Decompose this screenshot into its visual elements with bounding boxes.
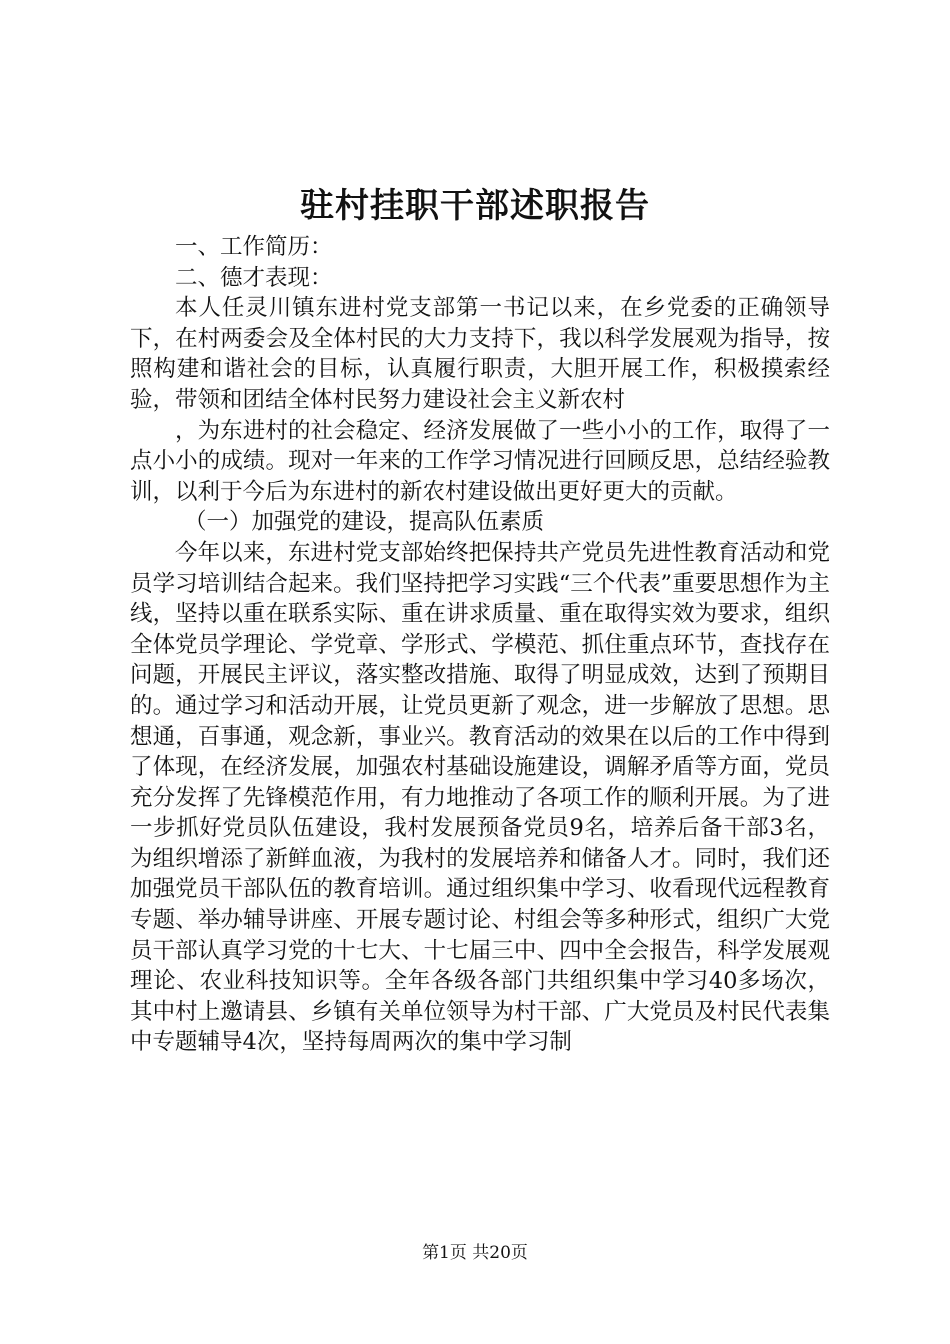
section-heading-work-history: 一、工作简历： [175, 234, 333, 260]
paragraph-party-building: 今年以来，东进村党支部始终把保持共产党员先进性教育活动和党员学习培训结合起来。我们坚持把学习实践“三个代表”重要思想作为主线，坚持以重在联系实际、重在讲求质量、重在取得实效为要求，组织全体党员学理论、学党章、学形式、学模范、抓住重点环节，查找存在问题，开展民主评议，落实整改措施、取得了明显成效，达到了预期目的。通过学习和活动开展，让党员更新了观念，进一步解放了思想。思想通，百事通，观念新，事业兴。教育活动的效果在以后的工作中得到了体现，在经济发展，加强农村基础设施建设，调解矛盾等方面，党员充分发挥了先锋模范作用，有力地推动了各项工作的顺利开展。为了进一步抓好党员队伍建设，我村发展预备党员9名，培养后备干部3名，为组织增添了新鲜血液，为我村的发展培养和储备人才。同时，我们还加强党员干部队伍的教育培训。通过组织集中学习、收看现代远程教育专题、举办辅导讲座、开展专题讨论、村组会等多种形式，组织广大党员干部认真学习党的十七大、十七届三中、四中全会报告，科学发展观理论、农业科技知识等。全年各级各部门共组织集中学习40多场次，其中村上邀请县、乡镇有关单位领导为村干部、广大党员及村民代表集中专题辅导4次，坚持每周两次的集中学习制 [130, 539, 830, 1056]
page-number-footer: 第1页 共20页 [422, 1243, 528, 1263]
document-title: 驻村挂职干部述职报告 [300, 186, 650, 226]
paragraph-intro: 本人任灵川镇东进村党支部第一书记以来，在乡党委的正确领导下，在村两委会及全体村民的大力支持下，我以科学发展观为指导，按照构建和谐社会的目标，认真履行职责，大胆开展工作，积极摸索经验，带领和团结全体村民努力建设社会主义新农村 [130, 295, 830, 413]
document-body [130, 232, 830, 1058]
section-heading-performance: 二、德才表现： [175, 264, 333, 291]
subheading-party-building: （一）加强党的建设，提高队伍素质 [184, 509, 545, 536]
paragraph-summary: ，为东进村的社会稳定、经济发展做了一些小小的工作，取得了一点小小的成绩。现对一年来的工作学习情况进行回顾反思，总结经验教训，以利于今后为东进村的新农村建设做出更好更大的贡献。 [130, 417, 830, 505]
